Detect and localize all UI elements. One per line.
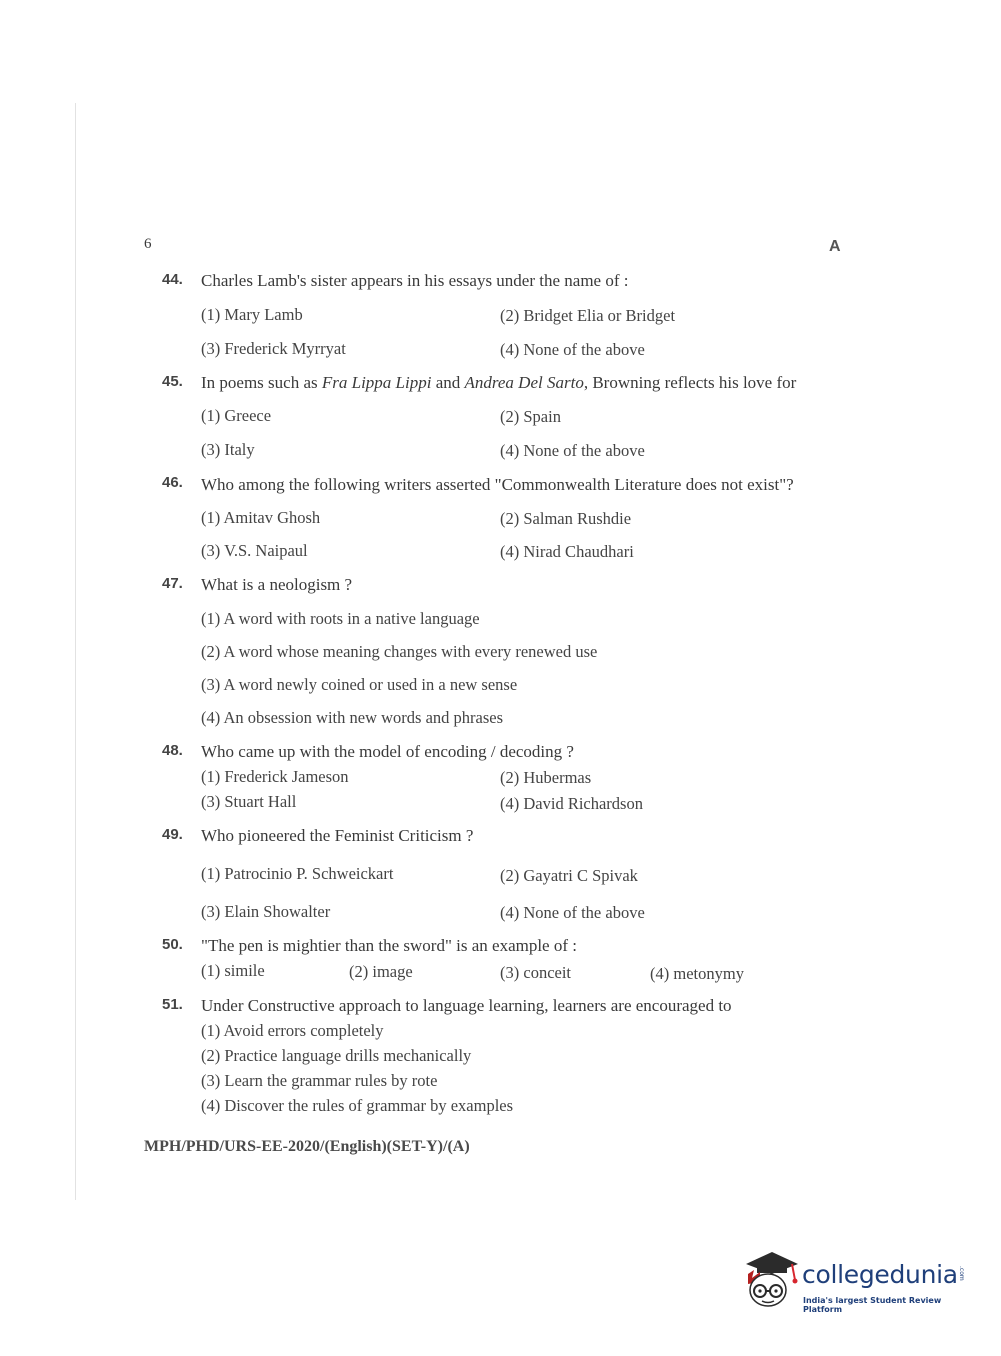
option-3: (3) conceit	[500, 963, 572, 982]
option-3: (3) Frederick Myrryat	[201, 339, 346, 358]
option-1: (1) Greece	[201, 406, 272, 425]
option-4: (4) None of the above	[500, 903, 645, 922]
option-2: (2) Hubermas	[500, 768, 592, 787]
option-3: (3) Learn the grammar rules by rote	[201, 1071, 438, 1090]
question-text: Charles Lamb's sister appears in his essays under the name of :	[201, 271, 629, 290]
option-1: (1) Amitav Ghosh	[201, 508, 321, 527]
question-number: 48.	[162, 742, 183, 759]
logo-domain-suffix: .com	[958, 1266, 965, 1281]
option-1: (1) Frederick Jameson	[201, 767, 349, 786]
set-letter: A	[829, 238, 841, 255]
option-2: (2) image	[349, 962, 413, 981]
poem-title: Andrea Del Sarto	[464, 373, 584, 392]
question-text-part: In poems such as	[201, 373, 322, 392]
option-2: (2) Spain	[500, 407, 561, 426]
option-1: (1) simile	[201, 961, 265, 980]
question-text	[201, 373, 796, 393]
question-number: 46.	[162, 474, 183, 491]
question-text: Who among the following writers asserted "Commonwealth Literature does not exist"?	[201, 475, 794, 494]
option-1: (1) Avoid errors completely	[201, 1021, 384, 1040]
question-text: What is a neologism ?	[201, 575, 353, 594]
option-4: (4) metonymy	[650, 964, 744, 983]
option-2: (2) Bridget Elia or Bridget	[500, 306, 676, 325]
option-2: (2) A word whose meaning changes with every renewed use	[201, 642, 598, 661]
question-number: 45.	[162, 373, 183, 390]
question-number: 51.	[162, 996, 183, 1013]
option-4: (4) None of the above	[500, 340, 645, 359]
option-3: (3) A word newly coined or used in a new sense	[201, 675, 518, 694]
option-1: (1) A word with roots in a native language	[201, 609, 480, 628]
logo-tagline: India's largest Student Review Platform	[803, 1296, 942, 1314]
question-text: Who came up with the model of encoding / decoding ?	[201, 742, 574, 761]
option-3: (3) V.S. Naipaul	[201, 541, 308, 560]
question-number: 49.	[162, 826, 183, 843]
question-number: 44.	[162, 271, 183, 288]
option-4: (4) Discover the rules of grammar by examples	[201, 1096, 514, 1115]
option-2: (2) Salman Rushdie	[500, 509, 632, 528]
question-text-part: , Browning reflects his love for	[583, 373, 797, 392]
option-2: (2) Gayatri C Spivak	[500, 866, 638, 885]
option-2: (2) Practice language drills mechanically	[201, 1046, 472, 1065]
margin-rule	[75, 103, 76, 1200]
option-4: (4) An obsession with new words and phrases	[201, 708, 504, 727]
option-1: (1) Mary Lamb	[201, 305, 303, 324]
option-4: (4) None of the above	[500, 441, 645, 460]
option-3: (3) Italy	[201, 440, 255, 459]
question-text-part: and	[431, 373, 465, 392]
question-number: 47.	[162, 575, 183, 592]
option-3: (3) Elain Showalter	[201, 902, 331, 921]
footer-code: MPH/PHD/URS-EE-2020/(English)(SET-Y)/(A)	[144, 1138, 470, 1155]
mascot-icon	[740, 1250, 800, 1312]
question-text: "The pen is mightier than the sword" is an example of :	[201, 936, 577, 955]
logo-wordmark: collegedunia	[802, 1260, 958, 1289]
question-text: Under Constructive approach to language learning, learners are encouraged to	[201, 996, 732, 1015]
question-text: Who pioneered the Feminist Criticism ?	[201, 826, 474, 845]
question-number: 50.	[162, 936, 183, 953]
option-4: (4) Nirad Chaudhari	[500, 542, 634, 561]
option-1: (1) Patrocinio P. Schweickart	[201, 864, 394, 883]
page-number: 6	[144, 236, 152, 252]
option-3: (3) Stuart Hall	[201, 792, 297, 811]
poem-title: Fra Lippa Lippi	[321, 373, 432, 392]
collegedunia-logo	[740, 1250, 970, 1320]
option-4: (4) David Richardson	[500, 794, 643, 813]
